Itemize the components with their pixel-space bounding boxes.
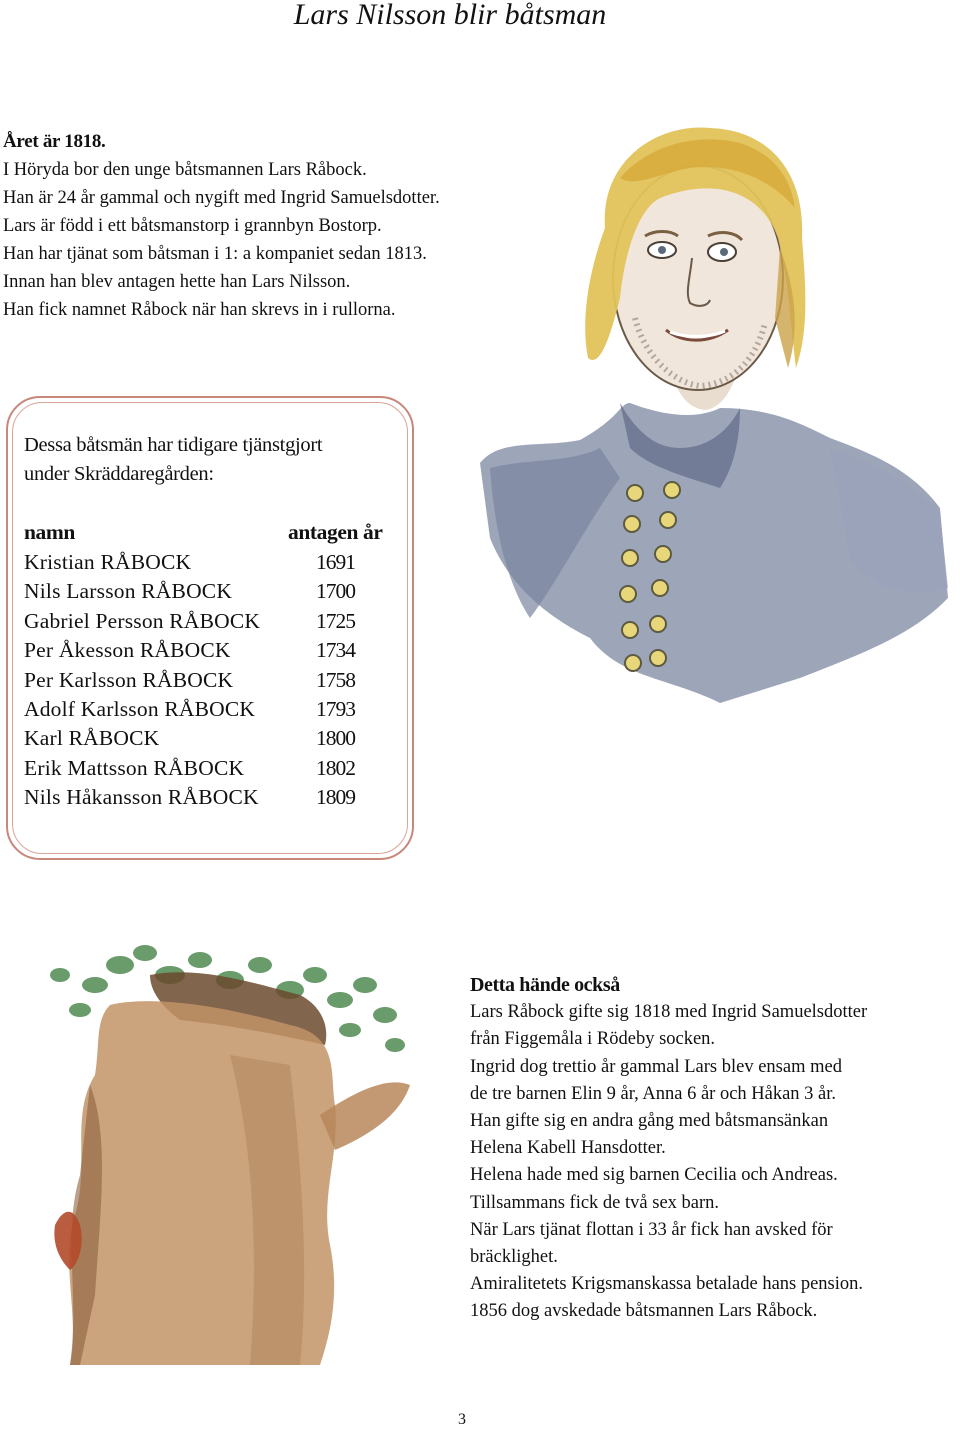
batsman-year: 1700 <box>316 579 355 604</box>
also-line: Ingrid dog trettio år gammal Lars blev ensam med <box>470 1056 842 1077</box>
batsman-year: 1725 <box>316 608 355 633</box>
intro-line: Han har tjänat som båtsman i 1: a kompaniet sedan 1813. <box>3 244 427 264</box>
box-heading-line: Dessa båtsmän har tidigare tjänstgjort <box>24 434 323 456</box>
also-line: 1856 dog avskedade båtsmannen Lars Råbock. <box>470 1301 818 1322</box>
table-row <box>24 756 404 785</box>
batsman-name: Karl RÅBOCK <box>24 726 160 751</box>
also-heading: Detta hände också <box>470 974 620 996</box>
tree-trunk-illustration <box>0 935 420 1375</box>
table-row <box>24 697 404 726</box>
intro-line: Han är 24 år gammal och nygift med Ingrid Samuelsdotter. <box>3 188 440 208</box>
column-header-name: namn <box>24 520 75 544</box>
intro-line: I Höryda bor den unge båtsmannen Lars Råbock. <box>3 160 367 180</box>
table-row <box>24 638 404 667</box>
intro-line: Innan han blev antagen hette han Lars Nilsson. <box>3 272 351 292</box>
box-heading <box>24 431 322 489</box>
table-header <box>24 520 404 550</box>
also-line: När Lars tjänat flottan i 33 år fick han avsked för <box>470 1219 833 1240</box>
batsman-year: 1809 <box>316 785 355 810</box>
also-line: Helena hade med sig barnen Cecilia och Andreas. <box>470 1165 838 1186</box>
batsman-name: Nils Håkansson RÅBOCK <box>24 785 259 810</box>
also-line: bräcklighet. <box>470 1247 558 1268</box>
also-line: Helena Kabell Hansdotter. <box>470 1138 666 1159</box>
also-line: Han gifte sig en andra gång med båtsmansänkan <box>470 1111 829 1132</box>
batsman-year: 1793 <box>316 696 355 721</box>
batsman-name: Erik Mattsson RÅBOCK <box>24 755 245 780</box>
batsman-name: Adolf Karlsson RÅBOCK <box>24 696 256 721</box>
batsman-name: Per Åkesson RÅBOCK <box>24 638 231 663</box>
also-line: de tre barnen Elin 9 år, Anna 6 år och Håkan 3 år. <box>470 1083 837 1104</box>
table-row <box>24 785 404 814</box>
table-row <box>24 668 404 697</box>
batsman-year: 1691 <box>316 550 355 574</box>
batsman-name: Nils Larsson RÅBOCK <box>24 579 233 604</box>
also-line: Lars Råbock gifte sig 1818 med Ingrid Samuelsdotter <box>470 1002 868 1023</box>
table-row <box>24 579 404 608</box>
batsman-year: 1734 <box>316 638 355 663</box>
intro-heading: Året är 1818. <box>3 131 106 152</box>
intro-line: Han fick namnet Råbock när han skrevs in i rullorna. <box>3 300 396 320</box>
batsman-table <box>24 520 404 815</box>
batsman-name: Gabriel Persson RÅBOCK <box>24 608 261 633</box>
also-line: från Figgemåla i Rödeby socken. <box>470 1029 716 1050</box>
batsman-name: Kristian RÅBOCK <box>24 550 192 574</box>
table-row <box>24 550 404 579</box>
batsman-year: 1800 <box>316 726 355 751</box>
batsman-name: Per Karlsson RÅBOCK <box>24 667 234 692</box>
also-line: Tillsammans fick de två sex barn. <box>470 1192 720 1213</box>
table-row <box>24 726 404 755</box>
batsman-year: 1802 <box>316 755 355 780</box>
page-title: Lars Nilsson blir båtsman <box>293 0 607 31</box>
sailor-portrait-illustration <box>470 118 960 708</box>
table-row <box>24 609 404 638</box>
intro-line: Lars är född i ett båtsmanstorp i grannbyn Bostorp. <box>3 216 382 236</box>
also-line: Amiralitetets Krigsmanskassa betalade hans pension. <box>470 1274 864 1295</box>
also-happened-section <box>470 972 960 1326</box>
box-heading-line: under Skräddaregården: <box>24 463 214 485</box>
page-number: 3 <box>458 1411 466 1428</box>
batsman-year: 1758 <box>316 667 355 692</box>
column-header-year: antagen år <box>288 520 383 544</box>
